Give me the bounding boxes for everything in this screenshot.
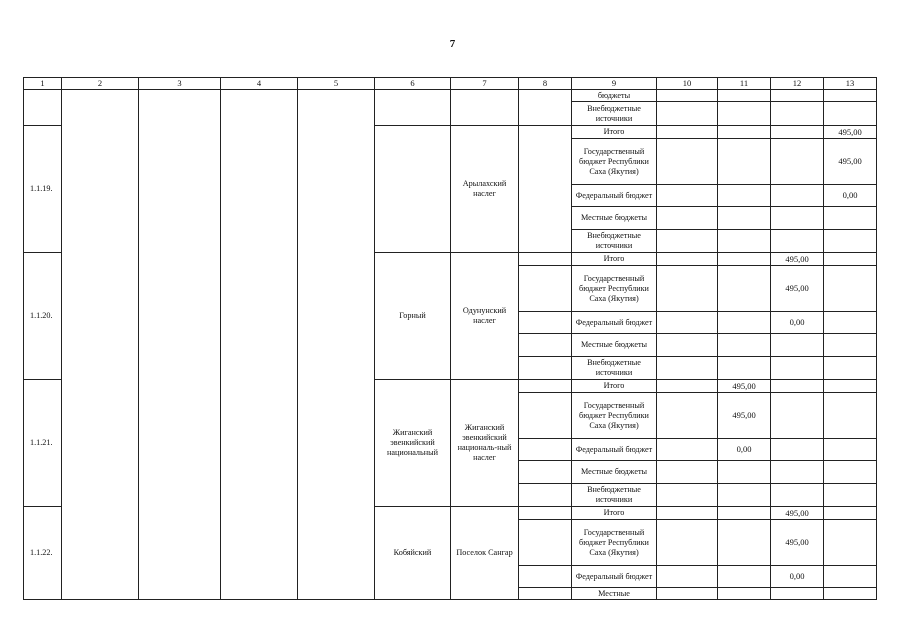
source-label: Внебюджетные источники	[572, 484, 657, 507]
value-cell: 495,00	[771, 266, 824, 312]
value-cell	[824, 230, 877, 253]
value-cell	[771, 334, 824, 357]
value-cell: 495,00	[718, 393, 771, 439]
empty-column-2	[62, 90, 139, 600]
source-label: Итого	[572, 253, 657, 266]
settlement-cell: Жиганский эвенкийский националь-ный наслег	[451, 380, 519, 507]
value-cell: 495,00	[771, 253, 824, 266]
source-label: Внебюджетные источники	[572, 102, 657, 126]
value-cell	[718, 484, 771, 507]
district-cell: Горный	[375, 253, 451, 380]
value-cell: 495,00	[771, 507, 824, 520]
column-8-cell	[519, 439, 572, 461]
column-header: 8	[519, 78, 572, 90]
source-label: Федеральный бюджет	[572, 312, 657, 334]
column-8-cell	[519, 266, 572, 312]
source-label: Местные бюджеты	[572, 461, 657, 484]
source-label: Федеральный бюджет	[572, 566, 657, 588]
column-8-cell	[519, 507, 572, 520]
settlement-cell: Поселок Сангар	[451, 507, 519, 600]
value-cell: 495,00	[718, 380, 771, 393]
column-header: 3	[139, 78, 221, 90]
column-header: 7	[451, 78, 519, 90]
row-number: 1.1.19.	[24, 126, 62, 253]
settlement-cell	[451, 90, 519, 126]
row-number-cell	[24, 90, 62, 126]
column-header: 6	[375, 78, 451, 90]
column-header: 4	[221, 78, 298, 90]
source-label: Местные бюджеты	[572, 334, 657, 357]
column-8-cell	[519, 357, 572, 380]
district-cell	[375, 90, 451, 126]
source-label: Государственный бюджет Республики Саха (Якутия)	[572, 139, 657, 185]
source-label: Местные бюджеты	[572, 207, 657, 230]
row-number: 1.1.21.	[24, 380, 62, 507]
column-8-cell	[519, 566, 572, 588]
column-header: 2	[62, 78, 139, 90]
column-header: 5	[298, 78, 375, 90]
value-cell: 0,00	[771, 566, 824, 588]
value-cell: 0,00	[771, 312, 824, 334]
district-cell: Жиганский эвенкийский национальный	[375, 380, 451, 507]
budget-table	[23, 77, 877, 600]
value-cell: 0,00	[718, 439, 771, 461]
source-label: бюджеты	[572, 90, 657, 102]
row-number: 1.1.22.	[24, 507, 62, 600]
value-cell: 495,00	[771, 520, 824, 566]
column-header: 1	[24, 78, 62, 90]
column-8-cell	[519, 393, 572, 439]
column-8-cell	[519, 484, 572, 507]
source-label: Внебюджетные источники	[572, 230, 657, 253]
source-label: Итого	[572, 507, 657, 520]
district-cell: Кобяйский	[375, 507, 451, 600]
column-header: 9	[572, 78, 657, 90]
column-8-cell	[519, 334, 572, 357]
district-cell	[375, 126, 451, 253]
column-header: 13	[824, 78, 877, 90]
row-number: 1.1.20.	[24, 253, 62, 380]
column-8-cell	[519, 461, 572, 484]
source-label: Внебюджетные источники	[572, 357, 657, 380]
value-cell: 0,00	[824, 185, 877, 207]
empty-column-3	[139, 90, 221, 600]
column-8-cell	[519, 588, 572, 600]
source-label: Федеральный бюджет	[572, 185, 657, 207]
column-8-cell	[519, 520, 572, 566]
source-label: Государственный бюджет Республики Саха (Якутия)	[572, 393, 657, 439]
source-label: Федеральный бюджет	[572, 439, 657, 461]
column-8-cell	[519, 126, 572, 253]
column-8-cell	[519, 90, 572, 126]
value-cell: 495,00	[824, 126, 877, 139]
table-row	[24, 90, 877, 102]
column-8-cell	[519, 312, 572, 334]
source-label: Государственный бюджет Республики Саха (Якутия)	[572, 266, 657, 312]
source-label: Итого	[572, 380, 657, 393]
column-header: 12	[771, 78, 824, 90]
column-8-cell	[519, 380, 572, 393]
value-cell	[824, 207, 877, 230]
value-cell	[771, 588, 824, 600]
source-label: Итого	[572, 126, 657, 139]
settlement-cell: Одунунский наслег	[451, 253, 519, 380]
settlement-cell: Арылахский наслег	[451, 126, 519, 253]
page-number: 7	[449, 38, 456, 50]
value-cell	[718, 461, 771, 484]
header-row	[24, 78, 877, 90]
value-cell: 495,00	[824, 139, 877, 185]
value-cell	[771, 357, 824, 380]
empty-column-5	[298, 90, 375, 600]
column-8-cell	[519, 253, 572, 266]
column-header: 11	[718, 78, 771, 90]
source-label: Местные	[572, 588, 657, 600]
empty-column-4	[221, 90, 298, 600]
source-label: Государственный бюджет Республики Саха (Якутия)	[572, 520, 657, 566]
column-header: 10	[657, 78, 718, 90]
